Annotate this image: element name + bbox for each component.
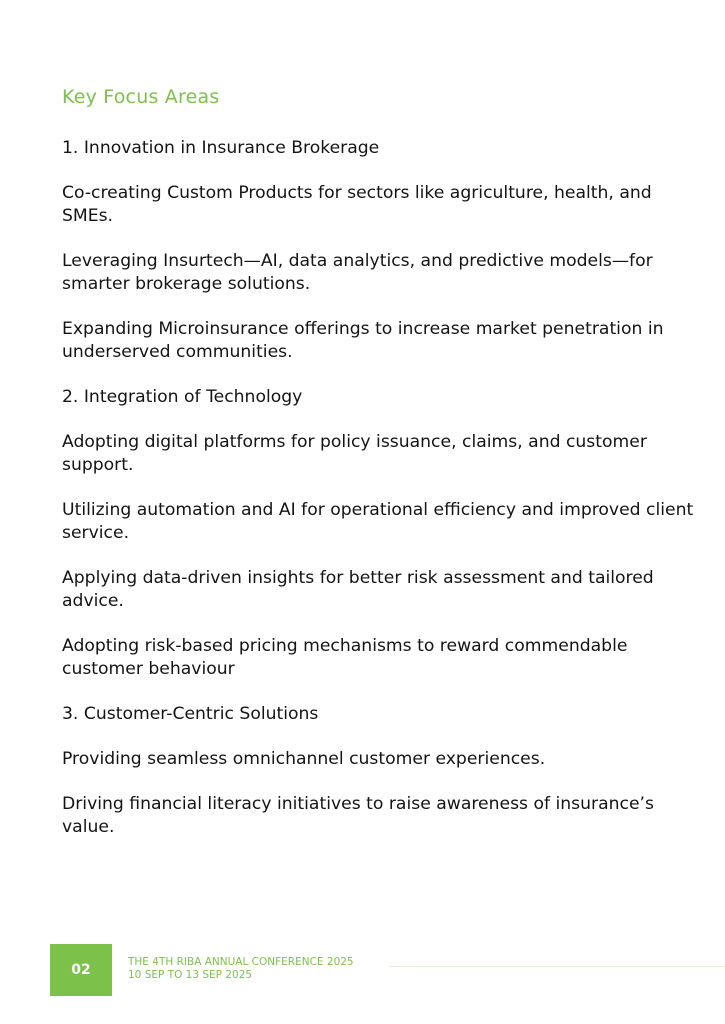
paragraph: Adopting digital platforms for policy issuance, claims, and customer support. <box>62 432 647 475</box>
conference-dates: 10 SEP TO 13 SEP 2025 <box>128 969 253 981</box>
page-number-badge <box>50 944 112 996</box>
paragraph: Leveraging Insurtech—AI, data analytics, and predictive models—for smarter brokerage solutions. <box>62 251 653 294</box>
paragraph: Co-creating Custom Products for sectors like agriculture, health, and SMEs. <box>62 183 652 226</box>
paragraph: Expanding Microinsurance offerings to increase market penetration in underserved communities. <box>62 319 664 362</box>
paragraph: Providing seamless omnichannel customer experiences. <box>62 749 546 769</box>
section-heading-innovation: 1. Innovation in Insurance Brokerage <box>62 138 380 158</box>
paragraph: Utilizing automation and AI for operational efficiency and improved client service. <box>62 500 694 543</box>
paragraph: Adopting risk-based pricing mechanisms to reward commendable customer behaviour <box>62 636 628 679</box>
section-heading-technology: 2. Integration of Technology <box>62 387 303 407</box>
page-footer <box>50 944 725 996</box>
section-heading-customer: 3. Customer-Centric Solutions <box>62 704 319 724</box>
conference-title: THE 4TH RIBA ANNUAL CONFERENCE 2025 <box>128 956 354 968</box>
footer-divider <box>390 966 725 967</box>
footer-conference-info <box>128 956 354 982</box>
page-title: Key Focus Areas <box>62 86 220 108</box>
body-content <box>62 137 702 861</box>
paragraph: Driving financial literacy initiatives to raise awareness of insurance’s value. <box>62 794 654 837</box>
page-number: 02 <box>71 962 91 978</box>
paragraph: Applying data-driven insights for better risk assessment and tailored advice. <box>62 568 654 611</box>
